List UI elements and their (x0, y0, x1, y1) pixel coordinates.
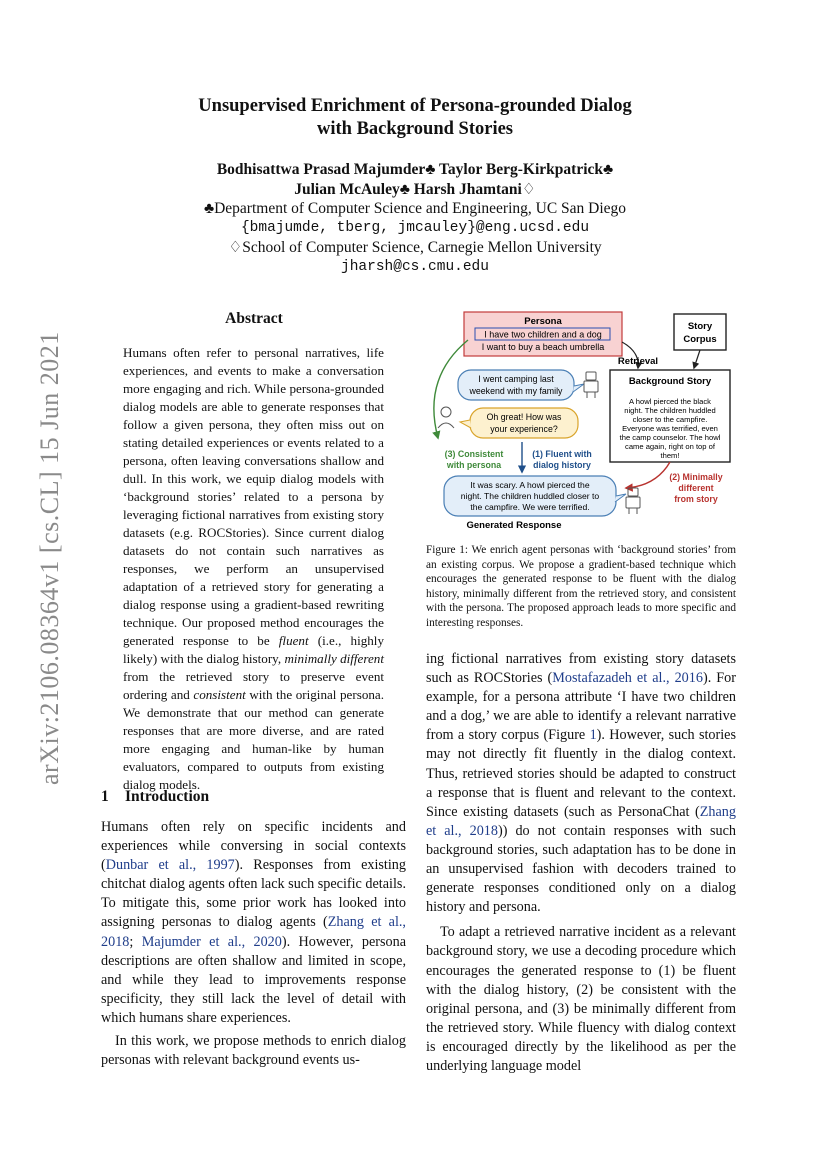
minimal-difference-label: (2) Minimally (669, 472, 723, 482)
intro-paragraph-2: In this work, we propose methods to enrich dialog personas with relevant background events us- (101, 1033, 406, 1069)
persona-line-1: I have two children and a dog (484, 329, 602, 340)
generated-response-title: Generated Response (466, 520, 562, 531)
paper-title (150, 95, 680, 141)
email-ucsd: {bmajumde, tberg, jmcauley}@eng.ucsd.edu (240, 219, 590, 236)
story-line: night. The children huddled (624, 406, 716, 415)
citation-link[interactable]: Majumder et al., 2020 (141, 933, 282, 950)
abstract-emph-minimally: minimally different (284, 651, 384, 666)
robot-icon (626, 488, 640, 514)
left-column (101, 788, 406, 1070)
citation-link[interactable]: Zhang et al., 2018 (426, 803, 736, 839)
abstract-heading: Abstract (225, 310, 283, 327)
abstract-text: with the original persona. We demonstrate that our method can generate responses that are more diverse, and are rated more engaging and human-like by human evaluators, compared to outputs from existing dialog models. (123, 687, 384, 792)
caption-label: Figure 1: (426, 544, 468, 556)
body-text: )) do not contain responses with such background stories, such adaptation has to be done in an unsupervised fashion with decoders trained to generate responses conditioned only on a dialog history and persona. (426, 822, 736, 916)
affiliation-ucsd: ♣Department of Computer Science and Engineering, UC San Diego (203, 200, 627, 217)
caption-text: We enrich agent personas with ‘background stories’ from an existing corpus. We propose a gradient-based technique which encourages the generated response to be fluent with the dialog history, minimally different from the retrieved story, and consistent with the persona. The proposed approach leads to more specific and interesting responses. (426, 544, 737, 629)
body-text: ). Responses from existing chitchat dialog agents often lack such specific details. To mitigate this, some prior work has looked into assigning personas to dialog agents ( (101, 857, 406, 931)
title-line-1: Unsupervised Enrichment of Persona-grounded Dialog (198, 96, 632, 116)
robot-icon (584, 372, 598, 398)
body-text: ). However, such stories may not directly fit fluently in the dialog context. Thus, retrieved stories should be adapted to construct a response that is fluent and relevant to the context. Since existing datasets (such as PersonaChat ( (426, 727, 737, 820)
affiliation-cmu: ♢School of Computer Science, Carnegie Mellon University (228, 239, 602, 256)
right-column (426, 650, 736, 1076)
author-line-1: Bodhisattwa Prasad Majumder♣ Taylor Berg-Kirkpatrick♣ (216, 161, 614, 178)
citation-link[interactable]: Zhang et al., 2018 (101, 914, 406, 950)
persona-line-2: I want to buy a beach umbrella (481, 342, 605, 352)
figure-ref-link[interactable]: 1 (589, 727, 597, 744)
body-text: ; (129, 933, 142, 950)
section-title: Introduction (125, 788, 210, 805)
consistency-label: (3) Consistent (444, 449, 504, 459)
body-text: Humans often rely on specific incidents and experiences while conversing in social contexts ( (101, 819, 406, 874)
citation-link[interactable]: Mostafazadeh et al., 2016 (552, 670, 703, 687)
abstract-text: Humans often refer to personal narratives, life experiences, and events to make a conversation more engaging and rich. While persona-grounded dialog models are able to generate responses that follow a given persona, they often miss out on stating detailed experiences or events related to a persona, often leaving conversations shallow and dull. In this work, we equip dialog models with ‘background stories’ related to a persona by leveraging fictional narratives from existing story datasets (e.g. ROCStories). Since current dialog datasets do not contain such narratives as responses, we perform an unsupervised adaptation of a retrieved story for generating a dialog response using a gradient-based rewriting technique. Our proposed method encourages the generated response to be (123, 345, 384, 648)
arxiv-watermark: arXiv:2106.08364v1 [cs.CL] 15 Jun 2021 (35, 331, 64, 785)
figure-1 (426, 308, 738, 536)
figure-caption (426, 543, 736, 631)
right-paragraph-2: To adapt a retrieved narrative incident as a relevant background story, we use a decoding procedure which encourages the generated response to (1) be fluent with the dialog history, (2) be consistent with the original persona, and (3) be minimally different from the retrieved story. While fluency with dialog context is encouraged directly by the likelihood as per the underlying language model (426, 924, 736, 1074)
bubble-text: your experience? (490, 424, 558, 434)
persona-title: Persona (524, 316, 562, 327)
consistency-label: with persona (446, 460, 502, 470)
abstract-text: (i.e., highly likely) with the dialog history, (123, 633, 384, 666)
abstract-emph-fluent: fluent (278, 633, 309, 648)
citation-link[interactable]: Dunbar et al., 1997 (105, 857, 235, 874)
abstract-body (123, 344, 384, 794)
title-line-2: with Background Stories (317, 119, 513, 139)
body-text: ing fictional narratives from existing story datasets such as ROCStories ( (426, 651, 736, 687)
section-heading-introduction (101, 788, 406, 806)
generated-text: It was scary. A howl pierced the (470, 480, 590, 490)
email-cmu: jharsh@cs.cmu.edu (341, 258, 489, 275)
minimal-difference-label: from story (674, 494, 718, 504)
background-story-text (620, 397, 721, 460)
body-text: ). For example, for a persona attribute ‘I have two children and a dog,’ we are able to identify a relevant narrative from a story corpus (Figure (426, 670, 737, 744)
right-paragraph-1 (426, 650, 736, 917)
abstract-emph-consistent: consistent (193, 687, 246, 702)
story-line: came again, right on top of (625, 442, 715, 451)
author-line-2: Julian McAuley♣ Harsh Jhamtani♢ (294, 180, 536, 198)
generated-text: the campfire. We were terrified. (470, 502, 590, 512)
story-line: closer to the campfire. (632, 415, 708, 424)
story-line: Everyone was terrified, even (622, 424, 718, 433)
person-icon (438, 407, 454, 428)
generated-text: night. The children huddled closer to (460, 491, 600, 501)
bubble-tail (573, 384, 584, 392)
section-number: 1 (101, 788, 109, 805)
minimal-difference-arrow (626, 462, 670, 488)
story-line: A howl pierced the black (629, 397, 711, 406)
background-story-title: Background Story (628, 376, 712, 387)
story-corpus-label: Story (687, 321, 713, 332)
fluency-label: (1) Fluent with (532, 449, 592, 459)
bubble-tail (460, 420, 471, 428)
story-corpus-label: Corpus (683, 334, 717, 345)
bubble-text: weekend with my family (469, 386, 563, 396)
intro-paragraph-1 (101, 818, 406, 1028)
author-block (150, 160, 680, 277)
retrieval-label: Retrieval (617, 356, 659, 367)
minimal-difference-label: different (678, 483, 714, 493)
bubble-tail (615, 494, 626, 502)
story-line: the camp counselor. The howl (619, 433, 721, 442)
bubble-text: Oh great! How was (486, 412, 562, 422)
retrieval-arrow (694, 350, 700, 368)
body-text: ). However, persona descriptions are often shallow and limited in scope, and while they lead to improvements response specificity, they still lack the level of detail with which humans share experiences. (101, 933, 406, 1026)
abstract-text: from the retrieved story to preserve event ordering and (123, 669, 384, 702)
story-line: them! (660, 451, 680, 460)
bubble-text: I went camping last (478, 374, 554, 384)
fluency-label: dialog history (533, 460, 591, 470)
